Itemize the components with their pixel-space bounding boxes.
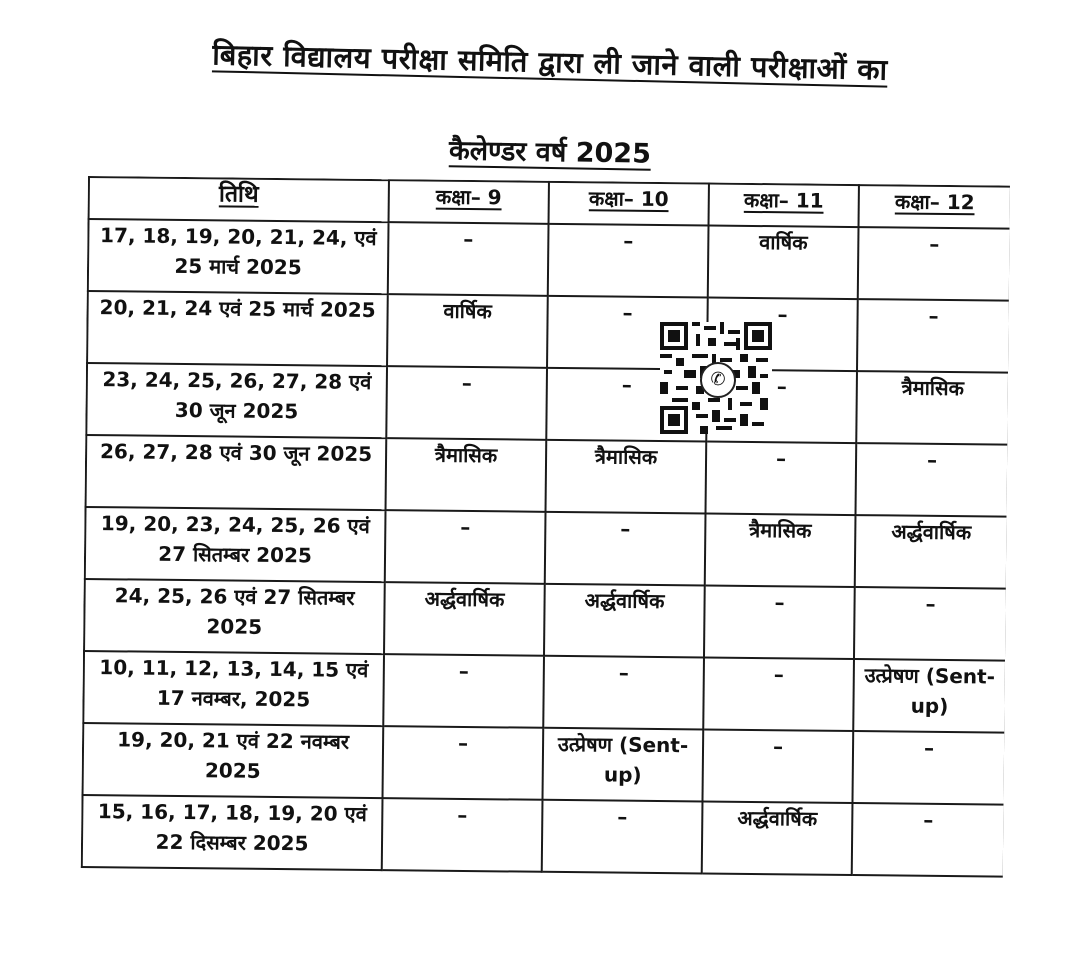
class-12-cell: – <box>857 299 1010 373</box>
class-12-cell: – <box>852 731 1005 805</box>
class-10-cell: – <box>545 512 706 586</box>
class-10-cell: – <box>546 368 707 442</box>
class-12-cell: – <box>855 443 1008 517</box>
table-row <box>85 507 1008 589</box>
class-12-cell: उत्प्रेषण (Sent-up) <box>853 659 1006 733</box>
table-row <box>84 579 1007 661</box>
date-cell: 17, 18, 19, 20, 21, 24, एवं 25 मार्च 2025 <box>88 219 389 294</box>
header-class-12: कक्षा– 12 <box>859 185 1010 229</box>
class-9-cell: – <box>388 222 549 296</box>
class-11-cell: अर्द्धवार्षिक <box>702 801 853 875</box>
class-10-cell: – <box>542 800 703 874</box>
date-cell: 26, 27, 28 एवं 30 जून 2025 <box>86 435 387 510</box>
class-11-cell: – <box>707 297 858 371</box>
date-cell: 15, 16, 17, 18, 19, 20 एवं 22 दिसम्बर 2025 <box>82 795 383 870</box>
table-row <box>86 363 1009 445</box>
date-cell: 19, 20, 21 एवं 22 नवम्बर 2025 <box>83 723 384 798</box>
header-class-11: कक्षा– 11 <box>709 184 859 228</box>
class-11-cell: – <box>705 441 856 515</box>
class-9-cell: त्रैमासिक <box>386 438 547 512</box>
date-cell: 23, 24, 25, 26, 27, 28 एवं 30 जून 2025 <box>86 363 387 438</box>
table-row <box>83 723 1006 805</box>
table-row <box>82 795 1005 877</box>
class-11-cell: – <box>704 585 855 659</box>
class-9-cell: – <box>383 654 544 728</box>
class-11-cell: वार्षिक <box>708 226 859 300</box>
class-9-cell: – <box>386 366 547 440</box>
class-9-cell: वार्षिक <box>387 294 548 368</box>
class-10-cell: उत्प्रेषण (Sent-up) <box>542 728 703 802</box>
class-10-cell: – <box>548 224 709 298</box>
class-10-cell: – <box>543 656 704 730</box>
class-11-cell: – <box>703 657 854 731</box>
whatsapp-icon: ✆ <box>700 362 736 398</box>
exam-calendar-table <box>81 176 1010 878</box>
document-title: बिहार विद्यालय परीक्षा समिति द्वारा ली जाने वाली परीक्षाओं का <box>211 37 889 87</box>
class-10-cell: अर्द्धवार्षिक <box>544 584 705 658</box>
header-class-10: कक्षा– 10 <box>549 182 709 226</box>
header-date: तिथि <box>89 177 389 222</box>
table-row <box>87 291 1010 373</box>
class-11-cell: त्रैमासिक <box>705 513 856 587</box>
class-9-cell: – <box>385 510 546 584</box>
calendar-sheet <box>81 176 1010 880</box>
table-row <box>86 435 1009 517</box>
document-subtitle: कैलेण्डर वर्ष 2025 <box>448 135 652 170</box>
date-cell: 19, 20, 23, 24, 25, 26 एवं 27 सितम्बर 2025 <box>85 507 386 582</box>
class-12-cell: – <box>852 803 1005 877</box>
header-class-9: कक्षा– 9 <box>389 180 549 224</box>
class-11-cell: – <box>702 729 853 803</box>
class-11-cell: – <box>706 369 857 443</box>
class-12-cell: – <box>854 587 1007 661</box>
class-12-cell: त्रैमासिक <box>856 371 1009 445</box>
class-9-cell: – <box>383 726 544 800</box>
class-9-cell: अर्द्धवार्षिक <box>384 582 545 656</box>
class-10-cell: – <box>547 296 708 370</box>
date-cell: 10, 11, 12, 13, 14, 15 एवं 17 नवम्बर, 2025 <box>83 651 384 726</box>
table-row <box>88 219 1010 301</box>
date-cell: 20, 21, 24 एवं 25 मार्च 2025 <box>87 291 388 366</box>
table-row <box>83 651 1006 733</box>
date-cell: 24, 25, 26 एवं 27 सितम्बर 2025 <box>84 579 385 654</box>
class-12-cell: अर्द्धवार्षिक <box>855 515 1008 589</box>
class-9-cell: – <box>382 798 543 872</box>
class-10-cell: त्रैमासिक <box>546 440 707 514</box>
class-12-cell: – <box>858 227 1010 301</box>
